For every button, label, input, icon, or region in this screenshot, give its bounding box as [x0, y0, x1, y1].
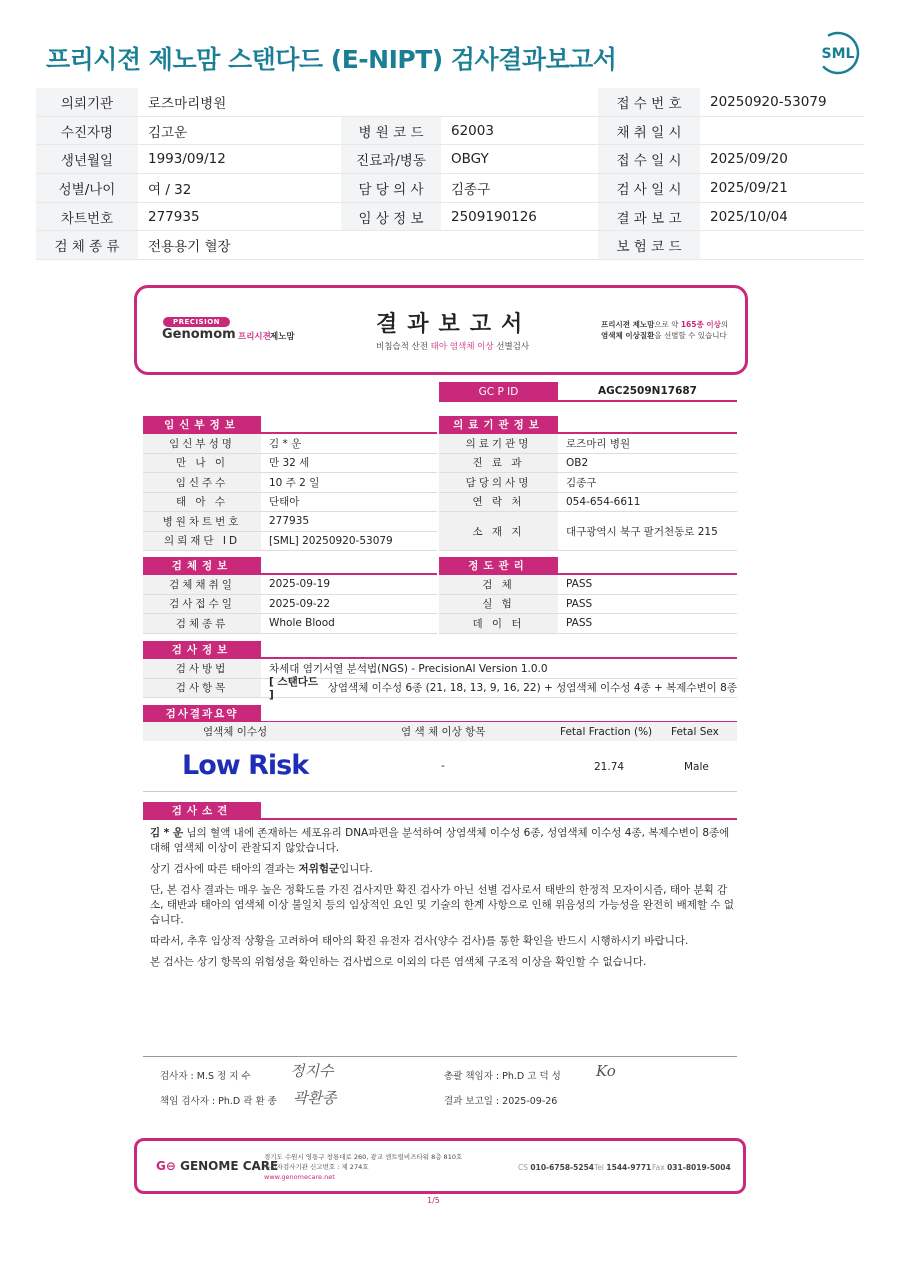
summary-section [143, 705, 737, 723]
summary-col-abnormal: 염 색 체 이상 항목 [401, 726, 486, 738]
header-label: 성별/나이 [36, 174, 138, 202]
footer-tel: Tel 1544-9771 [594, 1163, 652, 1172]
info-value: PASS [566, 617, 593, 630]
header-value: 62003 [451, 122, 494, 139]
info-row [439, 473, 737, 493]
genomom-logo: Genomom [162, 327, 236, 342]
institution-info-table [439, 434, 737, 551]
info-value: 김 * 운 [269, 437, 302, 450]
header-label: 접 수 일 시 [598, 145, 700, 173]
section-title-test: 검사정보 [143, 641, 261, 657]
test-info-section [143, 641, 737, 702]
header-label: 담 당 의 사 [341, 174, 441, 202]
summary-col-aneuploidy: 염색체 이수성 [203, 726, 268, 738]
header-label [341, 231, 441, 259]
opinion-p3: 단, 본 검사 결과는 매우 높은 정확도를 가진 검사지만 확진 검사가 아닌 선별 검사로서 태반의 한정적 모자이시즘, 태아 분획 감소, 태반과 태아의 염색체 이상 불일치 등의 임상적인 요인 및 기술의 한계 사항으로 인해 위음성의 가능성을 완전히 배제할 수 없습니다. [150, 884, 735, 926]
genome-care-logo: G⊖ GENOME CARE [156, 1159, 279, 1173]
info-row [143, 434, 437, 454]
patient-info-table [36, 88, 864, 260]
section-title-institution: 의료기관정보 [439, 416, 558, 432]
info-label: 의료기관명 [439, 434, 558, 453]
info-value: OB2 [566, 456, 589, 469]
summary-col-ff: Fetal Fraction (%) [560, 725, 653, 738]
header-value: 김종구 [451, 181, 491, 198]
info-row [439, 454, 737, 474]
header-value: 여 / 32 [148, 181, 192, 198]
genome-care-icon: G⊖ [156, 1159, 176, 1173]
header-value [700, 117, 864, 145]
info-row [439, 512, 737, 551]
info-label: 실 험 [439, 595, 558, 614]
tester-label: 검사자 : M.S 정 지 수 [160, 1071, 251, 1082]
header-label: 접 수 번 호 [598, 88, 700, 116]
risk-result: Low Risk [182, 750, 309, 781]
info-label: 연 락 처 [439, 493, 558, 512]
info-value: 054-654-6611 [566, 495, 641, 508]
header-value: 2025/09/21 [710, 179, 788, 196]
director-signature: Ko [596, 1062, 616, 1080]
header-value [700, 231, 864, 259]
page-number: 1/5 [427, 1196, 440, 1205]
abnormal-items-value: - [441, 760, 445, 772]
info-label: 임신주수 [143, 473, 261, 492]
info-label: 담당의사명 [439, 473, 558, 492]
header-value: 20250920-53079 [710, 93, 827, 110]
header-row [36, 145, 864, 174]
specimen-info-table [143, 575, 437, 634]
info-value: 2025-09-19 [269, 578, 331, 591]
info-row [439, 575, 737, 595]
summary-header-row [143, 722, 737, 741]
info-row [439, 614, 737, 634]
test-info-table [143, 659, 737, 702]
info-label: 진 료 과 [439, 454, 558, 473]
genomom-kr: 제노맘 [270, 332, 295, 342]
info-row [143, 512, 437, 532]
signature-divider [143, 1056, 737, 1057]
info-label: 데 이 터 [439, 614, 558, 633]
header-label: 결 과 보 고 [598, 203, 700, 231]
info-row [439, 595, 737, 615]
header-label [341, 88, 441, 116]
qc-table [439, 575, 737, 634]
info-label: 소 재 지 [439, 512, 558, 550]
header-label: 보 험 코 드 [598, 231, 700, 259]
report-date: 결과 보고일 : 2025-09-26 [444, 1096, 558, 1107]
section-title-specimen: 검체정보 [143, 557, 261, 573]
header-row [36, 174, 864, 203]
info-row [143, 575, 437, 595]
section-title-pregnant: 임신부정보 [143, 416, 261, 432]
info-row [439, 434, 737, 454]
qc-section [439, 557, 737, 634]
opinion-section [143, 802, 737, 820]
info-value: PASS [566, 578, 593, 591]
precision-badge: PRECISION [163, 317, 230, 327]
header-label: 의뢰기관 [36, 88, 138, 116]
opinion-p2: 상기 검사에 따른 태아의 결과는 저위험군입니다. [150, 863, 373, 875]
info-value: 단태아 [269, 496, 300, 509]
header-value: 277935 [148, 208, 200, 225]
header-row [36, 203, 864, 232]
info-label: 검체채취일 [143, 575, 261, 594]
header-value: 1993/09/12 [148, 151, 226, 168]
director-label: 총괄 책임자 : Ph.D 고 덕 성 [444, 1071, 561, 1082]
header-value: 김고운 [148, 124, 188, 141]
report-subtitle: 비침습적 산전 태아 염색체 이상 선별검사 [376, 342, 530, 352]
header-value: 전용용기 혈장 [148, 239, 231, 256]
opinion-p5: 본 검사는 상기 항목의 위험성을 확인하는 검사법으로 이외의 다른 염색체 구조적 이상을 확인할 수 없습니다. [150, 956, 647, 968]
info-row [143, 614, 437, 634]
info-value: 로즈마리 병원 [566, 437, 631, 450]
info-label: 검체종류 [143, 614, 261, 633]
specimen-info-section [143, 557, 437, 634]
info-value: 277935 [269, 515, 310, 528]
section-title-opinion: 검사소견 [143, 802, 261, 818]
fetal-fraction-value: 21.74 [594, 761, 625, 773]
header-row [36, 231, 864, 260]
info-label: 의뢰재단 ID [143, 532, 261, 551]
genomom-kr-pink: 프리시젼 [238, 332, 271, 342]
info-label: 검사접수일 [143, 595, 261, 614]
header-label: 임 상 정 보 [341, 203, 441, 231]
fetal-sex-value: Male [684, 761, 709, 773]
info-row [143, 676, 737, 702]
section-title-qc: 정도관리 [439, 557, 558, 573]
info-row [143, 595, 437, 615]
header-value [441, 231, 598, 259]
info-row [143, 493, 437, 513]
info-value: 2025-09-22 [269, 597, 331, 610]
info-label: 검사방법 [143, 659, 261, 678]
pregnant-info-table [143, 434, 437, 551]
info-value: 김종구 [566, 476, 597, 489]
pregnant-info-section [143, 416, 437, 551]
info-row [143, 659, 737, 679]
tester-signature: 정지수 [290, 1062, 334, 1080]
gcpid-value: AGC2509N17687 [558, 382, 737, 402]
info-value: [SML] 20250920-53079 [269, 534, 393, 547]
info-row [143, 473, 437, 493]
institution-info-section [439, 416, 737, 551]
footer-cs: CS 010-6758-5254 [518, 1163, 595, 1172]
header-label: 진료과/병동 [341, 145, 441, 173]
header-value: 로즈마리병원 [148, 95, 227, 112]
summary-divider [143, 791, 737, 792]
info-value: PASS [566, 597, 593, 610]
page-title: 프리시젼 제노맘 스탠다드 (E-NIPT) 검사결과보고서 [46, 45, 617, 74]
header-value [441, 88, 598, 116]
info-value: [ 스탠다드 ] 상염색체 이수성 6종 (21, 18, 13, 9, 16, 22) + 성염색체 이수성 4종 + 복제수변이 8종 [269, 676, 737, 702]
info-value: 10 주 2 일 [269, 476, 320, 489]
info-value: 차세대 염기서열 분석법(NGS) - PrecisionAI Version 1.0.0 [269, 662, 548, 675]
header-value: 2025/10/04 [710, 208, 788, 225]
opinion-p4: 따라서, 추후 임상적 상황을 고려하여 태아의 확진 유전자 검사(양수 검사)를 통한 확인을 반드시 시행하시기 바랍니다. [150, 935, 689, 947]
header-value: 2509190126 [451, 208, 537, 225]
header-label: 검 사 일 시 [598, 174, 700, 202]
footer-fax: Fax 031-8019-5004 [652, 1163, 731, 1172]
card-note: 프리시젼 제노맘으로 약 165종 이상의 염색체 이상질환을 선별할 수 있습니다 [601, 320, 729, 340]
footer-address: 경기도 수원시 영통구 창룡대로 260, 광교 센트럴비즈타워 8층 810호 유전자검사기관 신고번호 : 제 274호 www.genomecare.net [264, 1153, 463, 1181]
header-label: 생년월일 [36, 145, 138, 173]
header-label: 검 체 종 류 [36, 231, 138, 259]
info-value: 만 32 세 [269, 457, 310, 470]
footer-website[interactable]: www.genomecare.net [264, 1173, 335, 1181]
chief-tester-signature: 곽환종 [293, 1089, 337, 1107]
summary-col-sex: Fetal Sex [671, 725, 719, 738]
header-value: OBGY [451, 151, 489, 168]
opinion-p1: 김 * 운 님의 혈액 내에 존재하는 세포유리 DNA파편을 분석하여 상염색체 이수성 6종, 성염색체 이수성 4종, 복제수변이 8종에 대해 염색체 이상이 관찰되지 않았습니다. [150, 827, 730, 854]
section-title-summary: 검사결과요약 [143, 705, 261, 721]
sml-logo-text: SML [821, 46, 855, 62]
info-row [143, 454, 437, 474]
info-label: 검사항목 [143, 679, 261, 698]
gcpid-label: GC P ID [439, 382, 558, 402]
info-label: 임신부성명 [143, 434, 261, 453]
info-row [143, 532, 437, 552]
info-row [439, 493, 737, 513]
header-row [36, 117, 864, 146]
header-row [36, 88, 864, 117]
info-value: 대구광역시 북구 팔거천동로 215 [566, 525, 718, 538]
header-label: 수진자명 [36, 117, 138, 145]
chief-tester-label: 책임 검사자 : Ph.D 곽 환 종 [160, 1096, 277, 1107]
info-label: 태 아 수 [143, 493, 261, 512]
header-label: 차트번호 [36, 203, 138, 231]
info-label: 만 나 이 [143, 454, 261, 473]
info-label: 검 체 [439, 575, 558, 594]
header-value: 2025/09/20 [710, 151, 788, 168]
report-title: 결과보고서 [376, 312, 533, 337]
header-label: 채 취 일 시 [598, 117, 700, 145]
header-label: 병 원 코 드 [341, 117, 441, 145]
opinion-text [150, 826, 740, 976]
info-value: Whole Blood [269, 617, 335, 630]
sml-logo [814, 30, 862, 76]
info-label: 병원차트번호 [143, 512, 261, 531]
